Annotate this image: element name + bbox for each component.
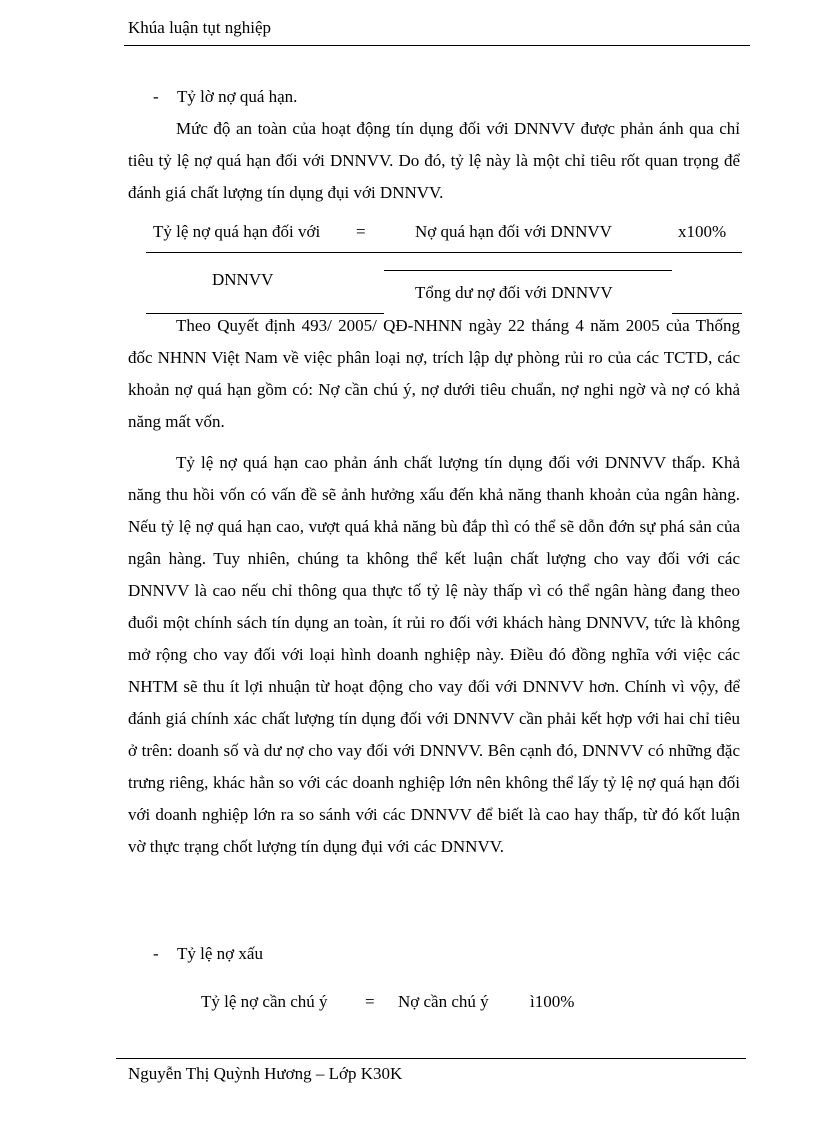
formula-top-rule — [146, 252, 742, 253]
formula2-equals: = — [365, 992, 375, 1011]
bullet-label: Tỷ lờ nợ quá hạn. — [177, 87, 298, 106]
formula-lhs-line2: DNNVV — [212, 270, 274, 289]
formula2-lhs: Tỷ lệ nợ cần chú ý — [201, 992, 328, 1011]
formula-equals: = — [356, 222, 366, 241]
formula2-multiplier: ì100% — [530, 992, 575, 1011]
footer-divider — [116, 1058, 746, 1059]
page-footer-author: Nguyễn Thị Quỳnh Hương – Lớp K30K — [128, 1064, 403, 1083]
bullet-dash: - — [153, 87, 159, 106]
bullet-dash: - — [153, 944, 159, 963]
bullet-label: Tỷ lệ nợ xấu — [177, 944, 263, 963]
formula-multiplier: x100% — [678, 222, 727, 241]
paragraph-decision-493: Theo Quyết định 493/ 2005/ QĐ-NHNN ngày 22 tháng 4 năm 2005 của Thống đốc NHNN Việt Nam về việc phân loại nợ, trích lập dự phòng rủi ro của các TCTD, các khoản nợ quá hạn gồm có: Nợ cần chú ý, nợ dưới tiêu chuẩn, nợ nghi ngờ và nợ có khả năng mất vốn. — [128, 316, 740, 431]
formula2-numerator: Nợ cần chú ý — [398, 992, 489, 1011]
formula-lhs-line1: Tỷ lệ nợ quá hạn đối với — [153, 222, 321, 241]
fraction-bar — [384, 270, 672, 271]
page-header-title: Khúa luận tụt nghiệp — [128, 18, 272, 37]
formula-denominator: Tổng dư nợ đối với DNNVV — [415, 283, 613, 302]
header-divider — [124, 45, 750, 46]
formula-numerator: Nợ quá hạn đối với DNNVV — [415, 222, 612, 241]
paragraph-safety: Mức độ an toàn của hoạt động tín dụng đối với DNNVV được phản ánh qua chỉ tiêu tỷ lệ nợ quá hạn đối với DNNVV. Do đó, tỷ lệ này là một chỉ tiêu rốt quan trọng để đánh giá chất lượng tín dụng đụi với DNNVV. — [128, 119, 740, 202]
paragraph-high-overdue: Tỷ lệ nợ quá hạn cao phản ánh chất lượng tín dụng đối với DNNVV thấp. Khả năng thu hồi vốn có vấn đề sẽ ảnh hưởng xấu đến khả năng thanh khoản của ngân hàng. Nếu tỷ lệ nợ quá hạn cao, vượt quá khả năng bù đắp thì có thể sẽ dỗn đớn sự phá sản của ngân hàng. Tuy nhiên, chúng ta không thể kết luận chất lượng cho vay đối với các DNNVV là cao nếu chỉ thông qua thực tố tỷ lệ này thấp vì có thể ngân hàng đang theo đuổi một chính sách tín dụng an toàn, ít rủi ro đối với khách hàng DNNVV, tức là không mở rộng cho vay đối với loại hình doanh nghiệp này. Điều đó đồng nghĩa với việc các NHTM sẽ thu ít lợi nhuận từ hoạt động cho vay đối với DNNVV hơn. Chính vì vộy, để đánh giá chính xác chất lượng tín dụng đối với DNNVV cần phải kết hợp với hai chỉ tiêu ở trên: doanh số và dư nợ cho vay đối với DNNVV. Bên cạnh đó, DNNVV có những đặc trưng riêng, khác hẳn so với các doanh nghiệp lớn nên không thể lấy tỷ lệ nợ quá hạn đối với doanh nghiệp lớn ra so sánh với các DNNVV để biết là cao hay thấp, từ đó kốt luận vờ thực trạng chốt lượng tín dụng đụi với các DNNVV. — [128, 453, 740, 856]
